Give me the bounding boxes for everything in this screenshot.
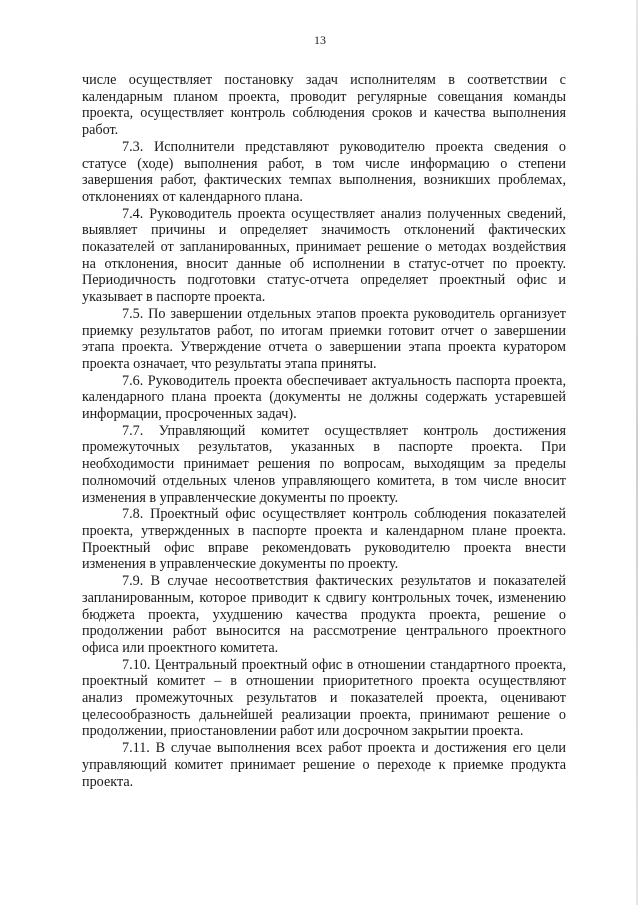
- section-7-7: 7.7. Управляющий комитет осуществляет контроль достижения промежуточных результатов, указанных в паспорте проекта. При необходимости принимает решения по вопросам, выходящим за пределы полномочий отдельных членов управляющего комитета, в том числе вносит изменения в управленческие документы по проекту.: [82, 422, 566, 506]
- page-number: 13: [314, 33, 326, 47]
- section-7-5: 7.5. По завершении отдельных этапов проекта руководитель организует приемку результатов работ, по итогам приемки готовит отчет о завершении этапа проекта. Утверждение отчета о завершении этапа проекта куратором проекта означает, что результаты этапа приняты.: [82, 305, 566, 372]
- section-7-3: 7.3. Исполнители представляют руководителю проекта сведения о статусе (ходе) выполнения работ, в том числе информацию о степени завершения работ, фактических темпах выполнения, возникших проблемах, отклонениях от календарного плана.: [82, 138, 566, 205]
- scan-edge-shadow: [636, 0, 638, 905]
- section-7-8: 7.8. Проектный офис осуществляет контроль соблюдения показателей проекта, утвержденных в паспорте проекта и календарном плане проекта. Проектный офис вправе рекомендовать руководителю проекта внести изменения в управленческие документы по проекту.: [82, 506, 566, 573]
- section-7-9: 7.9. В случае несоответствия фактических результатов и показателей запланированным, которое приводит к сдвигу контрольных точек, изменению бюджета проекта, ухудшению качества продукта проекта, решение о продолжении работ выносится на рассмотрение центрального проектного офиса или проектного комитета.: [82, 573, 566, 656]
- document-body: [82, 72, 566, 790]
- section-7-4: 7.4. Руководитель проекта осуществляет анализ полученных сведений, выявляет причины и определяет значимость отклонений фактических показателей от запланированных, принимает решение о методах воздействия на отклонения, вносит данные об исполнении в статус-отчет по проекту. Периодичность подготовки статус-отчета определяет проектный офис и указывает в паспорте проекта.: [82, 205, 566, 306]
- section-7-10: 7.10. Центральный проектный офис в отношении стандартного проекта, проектный комитет – в отношении приоритетного проекта осуществляют анализ промежуточных результатов и показателей проекта, оценивают целесообразность дальнейшей реализации проекта, принимают решение о продолжении, приостановлении работ или досрочном закрытии проекта.: [82, 656, 566, 740]
- section-7-11: 7.11. В случае выполнения всех работ проекта и достижения его цели управляющий комитет принимает решение о переходе к приемке продукта проекта.: [82, 740, 566, 790]
- section-7-6: 7.6. Руководитель проекта обеспечивает актуальность паспорта проекта, календарного плана проекта (документы не должны содержать устаревшей информации, просроченных задач).: [82, 372, 566, 423]
- paragraph-continuation: числе осуществляет постановку задач исполнителям в соответствии с календарным планом проекта, проводит регулярные совещания команды проекта, осуществляет контроль соблюдения сроков и качества выполнения работ.: [82, 72, 566, 139]
